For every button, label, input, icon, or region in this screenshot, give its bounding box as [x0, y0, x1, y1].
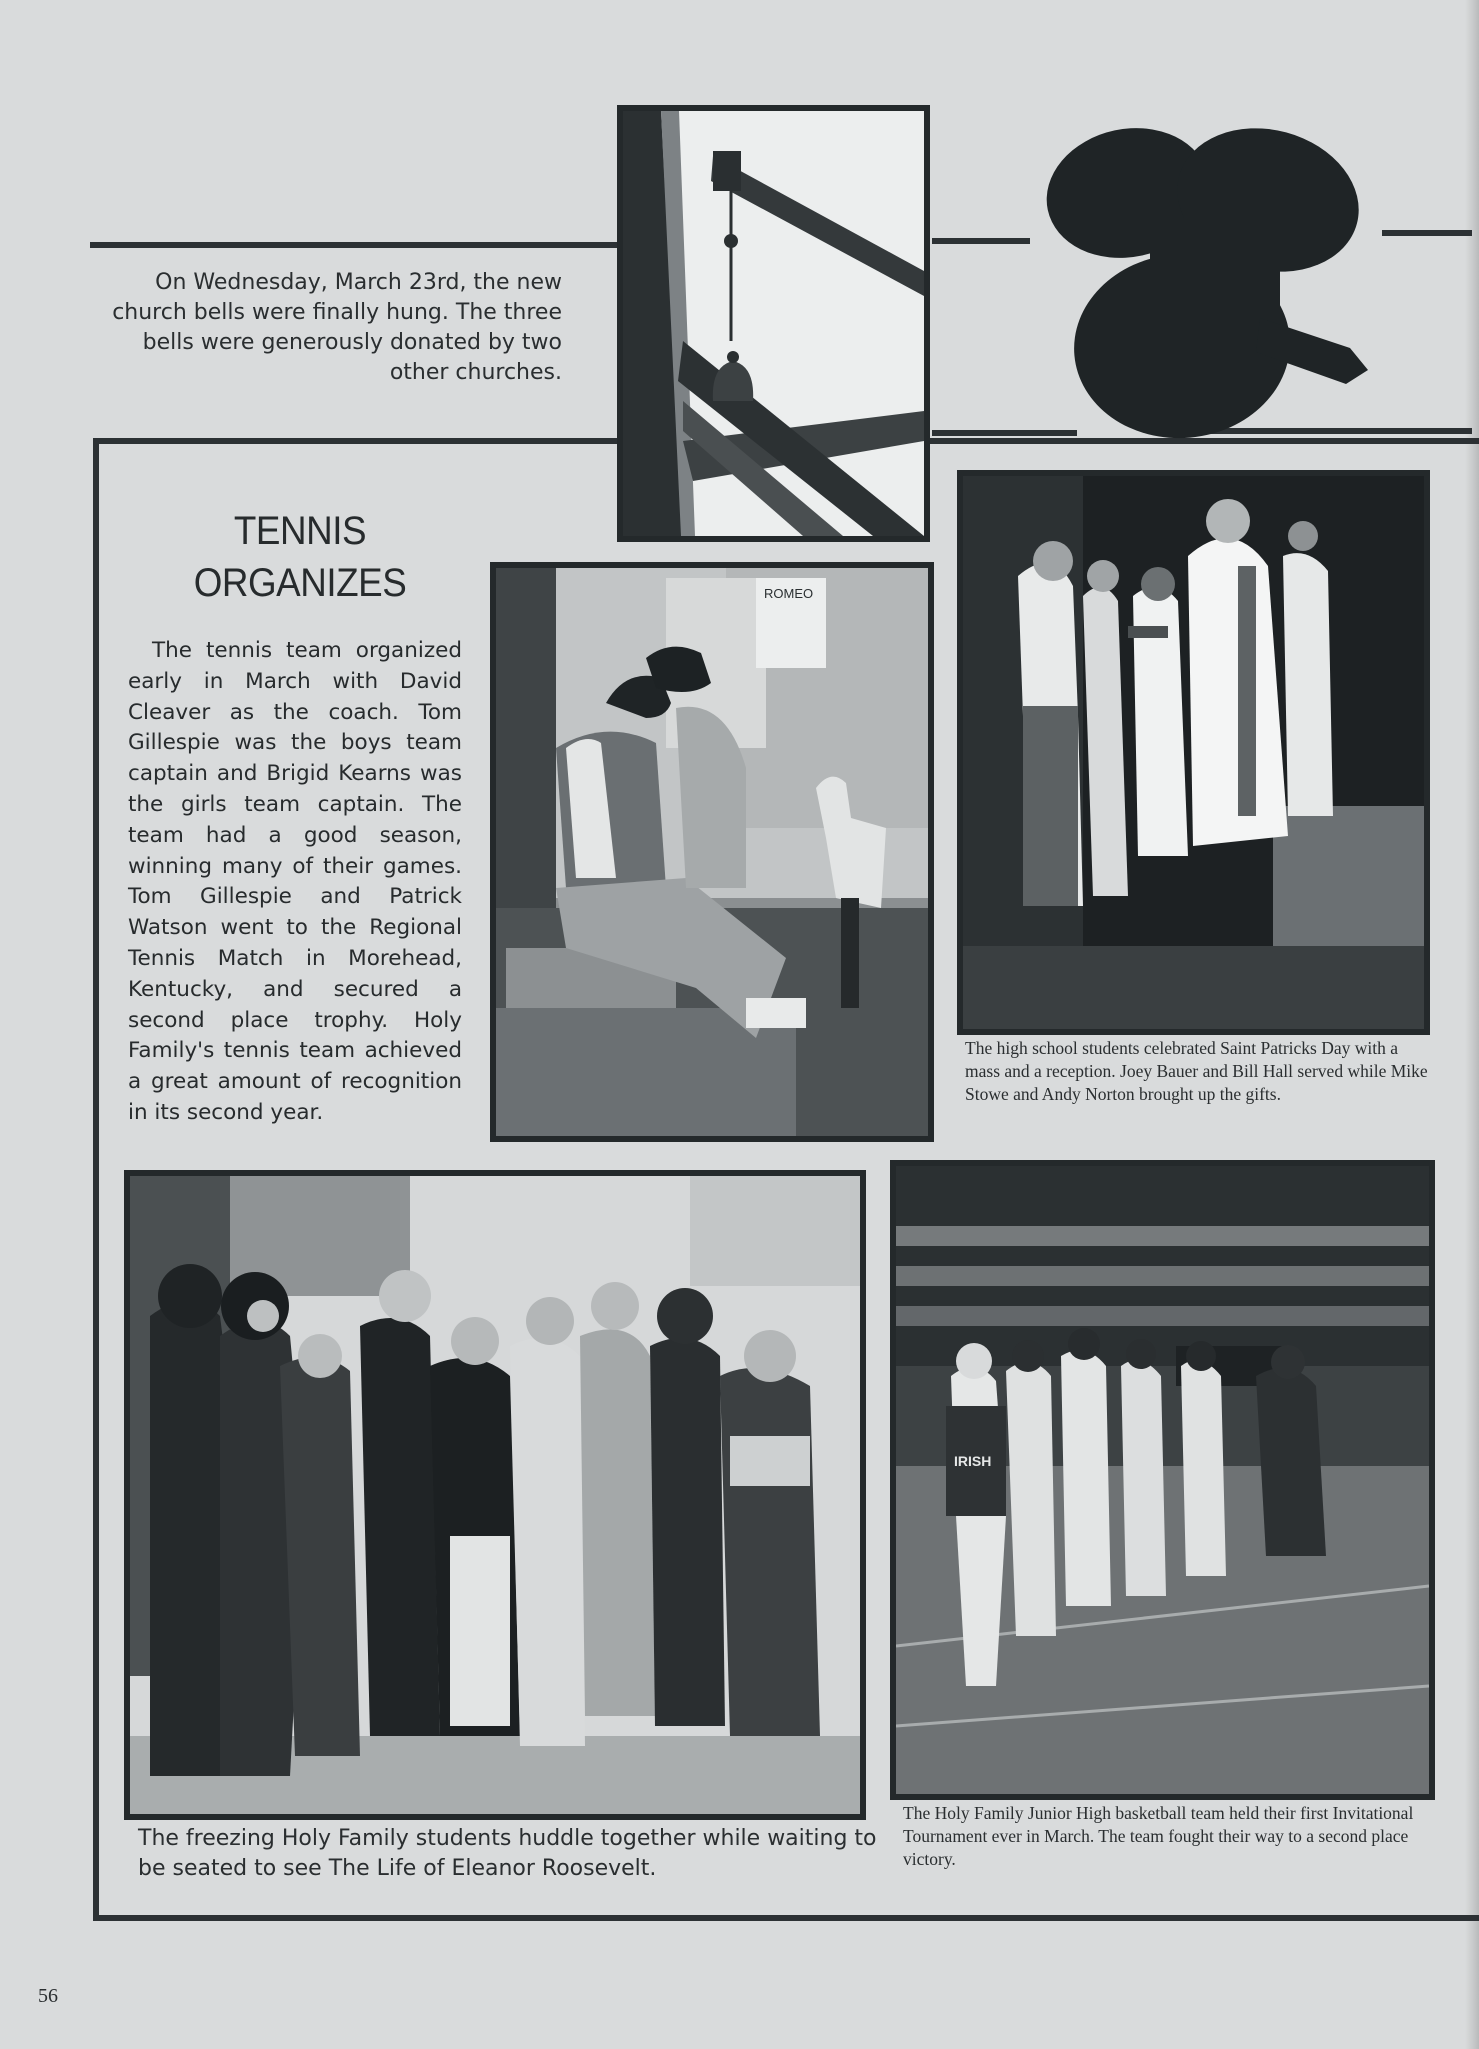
- top-rule-left: [90, 242, 620, 248]
- headline-line-2: ORGANIZES: [193, 561, 407, 605]
- uniform-text: IRISH: [954, 1453, 992, 1469]
- church-bells-caption: On Wednesday, March 23rd, the new church bells were finally hung. The three bells were generously donated by two other churches.: [112, 270, 562, 385]
- tennis-team-photo: [490, 562, 934, 1142]
- top-rule-middle: [932, 238, 1030, 244]
- headline-line-1: TENNIS: [233, 509, 367, 553]
- article-headline: [162, 505, 438, 609]
- saint-patricks-mass-photo: [957, 470, 1430, 1035]
- top-rule-right: [1382, 230, 1472, 236]
- shamrock-icon: [1030, 108, 1370, 448]
- basketball-team-photo: [890, 1160, 1435, 1800]
- church-bell-photo: [617, 105, 930, 542]
- crowd-photo-caption: The freezing Holy Family students huddle together while waiting to be seated to see The Life of Eleanor Roosevelt.: [138, 1826, 877, 1881]
- page-number: 56: [38, 1985, 58, 2007]
- mass-photo-caption: The high school students celebrated Saint Patricks Day with a mass and a reception. Joey Bauer and Bill Hall served while Mike Stowe and Andy Norton brought up the gifts.: [965, 1038, 1428, 1104]
- students-crowd-photo: [124, 1170, 866, 1820]
- basketball-photo-caption: The Holy Family Junior High basketball team held their first Invitational Tournament ever in March. The team fought their way to a second place victory.: [903, 1803, 1414, 1869]
- poster-text: ROMEO: [764, 586, 814, 601]
- article-body: The tennis team organized early in March with David Cleaver as the coach. Tom Gillespie was the boys team captain and Brigid Kearns was the girls team captain. The team had a good season, winning many of their games. Tom Gillespie and Patrick Watson went to the Regional Tennis Match in Morehead, Kentucky, and secured a second place trophy. Holy Family's tennis team achieved a great amount of recognition in its second year.: [128, 638, 462, 1125]
